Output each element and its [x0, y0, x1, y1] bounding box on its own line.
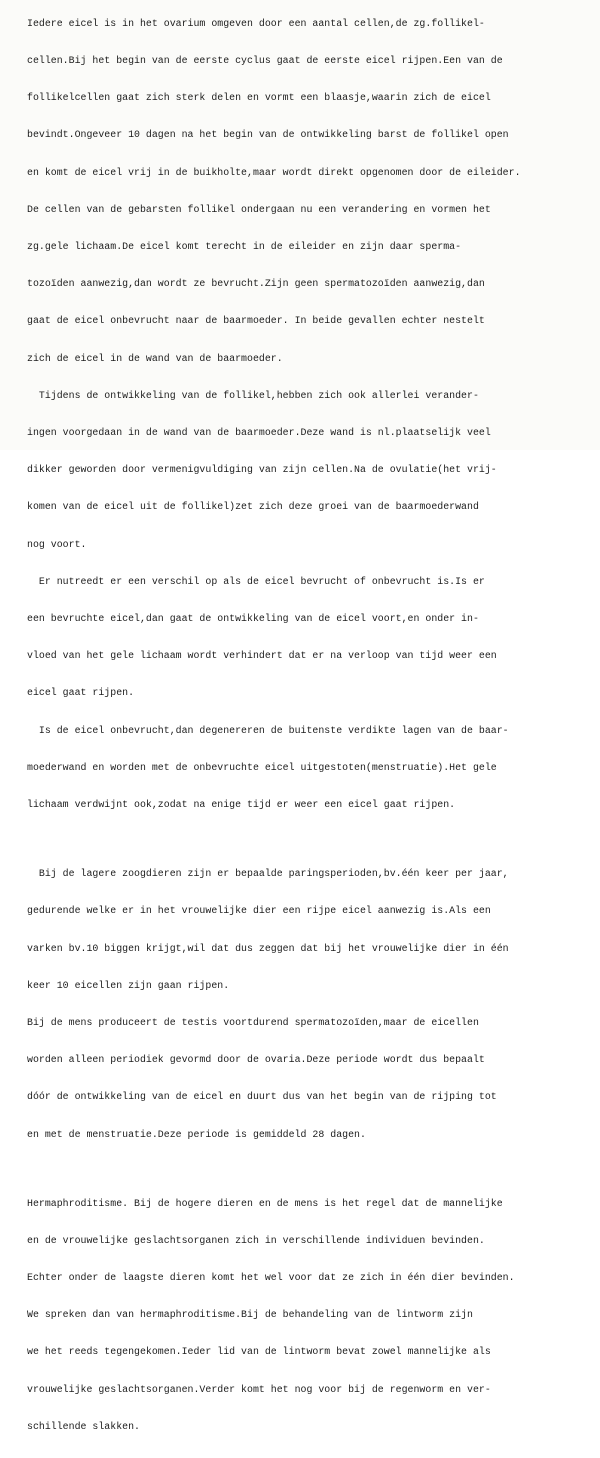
text-line: eicel gaat rijpen.: [27, 687, 135, 699]
text-line: Hermaphroditisme. Bij de hogere dieren en de mens is het regel dat de mannelijke: [27, 1197, 503, 1209]
text-line: Bij de mens produceert de testis voortdurend spermatozoïden,maar de eicellen: [27, 1016, 479, 1028]
text-line: Is de eicel onbevrucht,dan degenereren de buitenste verdikte lagen van de baar-: [27, 724, 509, 736]
text-line: tozoïden aanwezig,dan wordt ze bevrucht.Zijn geen spermatozoïden aanwezig,dan: [27, 278, 485, 290]
paragraph-gap: [27, 1166, 600, 1173]
text-line: cellen.Bij het begin van de eerste cyclus gaat de eerste eicel rijpen.Een van de: [27, 55, 503, 67]
text-line: nog voort.: [27, 538, 87, 550]
text-line: varken bv.10 biggen krijgt,wil dat dus zeggen dat bij het vrouwelijke dier in één: [27, 942, 509, 954]
text-line: zg.gele lichaam.De eicel komt terecht in de eileider en zijn daar sperma-: [27, 241, 462, 253]
text-line: bevindt.Ongeveer 10 dagen na het begin van de ontwikkeling barst de follikel open: [27, 129, 509, 141]
text-line: Echter onder de laagste dieren komt het wel voor dat ze zich in één dier bevinden.: [27, 1271, 515, 1283]
text-line: gaat de eicel onbevrucht naar de baarmoeder. In beide gevallen echter nestelt: [27, 315, 485, 327]
text-line: vloed van het gele lichaam wordt verhindert dat er na verloop van tijd weer een: [27, 650, 497, 662]
typewritten-text: [27, 0, 600, 1458]
text-line: lichaam verdwijnt ook,zodat na enige tijd er weer een eicel gaat rijpen.: [27, 799, 456, 811]
text-line: en komt de eicel vrij in de buikholte,maar wordt direkt opgenomen door de eileider.: [27, 166, 521, 178]
text-line: en met de menstruatie.Deze periode is gemiddeld 28 dagen.: [27, 1128, 366, 1140]
text-line: gedurende welke er in het vrouwelijke dier een rijpe eicel aanwezig is.Als een: [27, 905, 491, 917]
text-line: keer 10 eicellen zijn gaan rijpen.: [27, 979, 230, 991]
text-line: ingen voorgedaan in de wand van de baarmoeder.Deze wand is nl.plaatselijk veel: [27, 427, 491, 439]
text-line: Bij de lagere zoogdieren zijn er bepaalde paringsperioden,bv.één keer per jaar,: [27, 868, 509, 880]
text-line: we het reeds tegengekomen.Ieder lid van de lintworm bevat zowel mannelijke als: [27, 1346, 491, 1358]
text-line: een bevruchte eicel,dan gaat de ontwikkeling van de eicel voort,en onder in-: [27, 613, 479, 625]
text-line: zich de eicel in de wand van de baarmoeder.: [27, 352, 283, 364]
paragraph-gap: [27, 836, 600, 843]
text-line: Tijdens de ontwikkeling van de follikel,hebben zich ook allerlei verander-: [27, 389, 479, 401]
text-line: schillende slakken.: [27, 1420, 140, 1432]
text-line: We spreken dan van hermaphroditisme.Bij de behandeling van de lintworm zijn: [27, 1309, 473, 1321]
text-line: komen van de eicel uit de follikel)zet zich deze groei van de baarmoederwand: [27, 501, 479, 513]
text-line: vrouwelijke geslachtsorganen.Verder komt het nog voor bij de regenworm en ver-: [27, 1383, 491, 1395]
text-line: en de vrouwelijke geslachtsorganen zich in verschillende individuen bevinden.: [27, 1234, 485, 1246]
text-line: Iedere eicel is in het ovarium omgeven door een aantal cellen,de zg.follikel-: [27, 17, 485, 29]
text-line: moederwand en worden met de onbevruchte eicel uitgestoten(menstruatie).Het gele: [27, 761, 497, 773]
text-line: De cellen van de gebarsten follikel ondergaan nu een verandering en vormen het: [27, 203, 491, 215]
text-line: dikker geworden door vermenigvuldiging van zijn cellen.Na de ovulatie(het vrij-: [27, 464, 497, 476]
text-line: follikelcellen gaat zich sterk delen en vormt een blaasje,waarin zich de eicel: [27, 92, 491, 104]
text-line: worden alleen periodiek gevormd door de ovaria.Deze periode wordt dus bepaalt: [27, 1054, 485, 1066]
text-line: dóór de ontwikkeling van de eicel en duurt dus van het begin van de rijping tot: [27, 1091, 497, 1103]
text-line: Er nutreedt er een verschil op als de eicel bevrucht of onbevrucht is.Is er: [27, 575, 485, 587]
